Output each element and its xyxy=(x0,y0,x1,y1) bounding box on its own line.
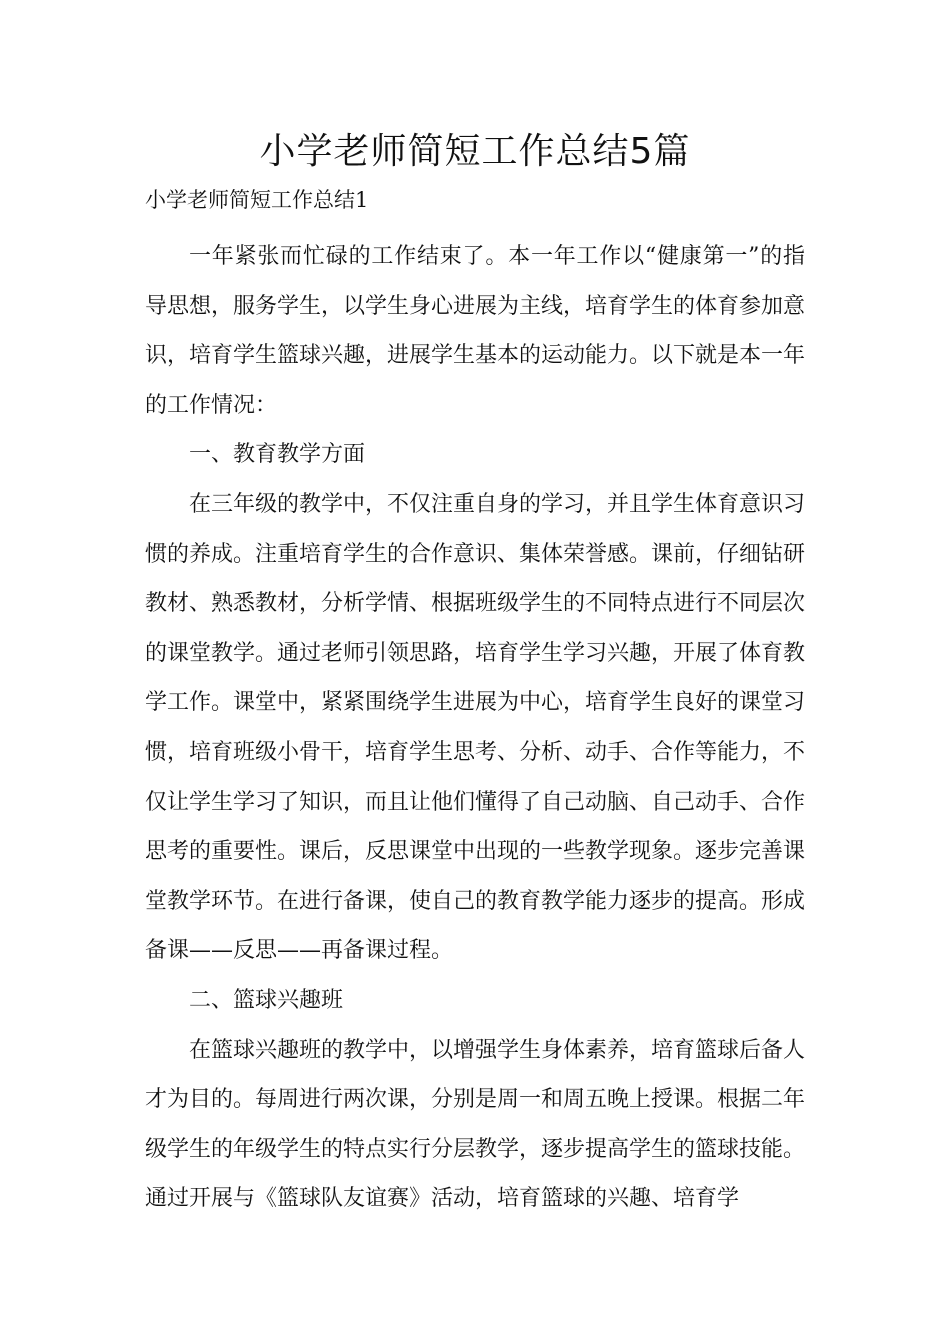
section-paragraph: 在三年级的教学中，不仅注重自身的学习，并且学生体育意识习惯的养成。注重培育学生的合作意识、集体荣誉感。课前，仔细钻研教材、熟悉教材，分析学情、根据班级学生的不同特点进行不同层次的课堂教学。通过老师引领思路，培育学生学习兴趣，开展了体育教学工作。课堂中，紧紧围绕学生进展为中心，培育学生良好的课堂习惯，培育班级小骨干，培育学生思考、分析、动手、合作等能力，不仅让学生学习了知识，而且让他们懂得了自己动脑、自己动手、合作思考的重要性。课后，反思课堂中出现的一些教学现象。逐步完善课堂教学环节。在进行备课，使自己的教育教学能力逐步的提高。形成备课——反思——再备课过程。 xyxy=(145,491,806,964)
document-subtitle: 小学老师简短工作总结1 xyxy=(145,188,369,212)
document-body xyxy=(145,232,805,1224)
section-heading: 二、篮球兴趣班 xyxy=(189,987,344,1013)
document-title: 小学老师简短工作总结5篇 xyxy=(259,131,691,172)
section-heading: 一、教育教学方面 xyxy=(189,442,366,468)
intro-paragraph: 一年紧张而忙碌的工作结束了。本一年工作以“健康第一”的指导思想，服务学生，以学生身心进展为主线，培育学生的体育参加意识，培育学生篮球兴趣，进展学生基本的运动能力。以下就是本一年的工作情况： xyxy=(145,244,806,418)
section-paragraph: 在篮球兴趣班的教学中，以增强学生身体素养，培育篮球后备人才为目的。每周进行两次课，分别是周一和周五晚上授课。根据二年级学生的年级学生的特点实行分层教学，逐步提高学生的篮球技能。通过开展与《篮球队友谊赛》活动，培育篮球的兴趣、培育学 xyxy=(145,1037,806,1212)
